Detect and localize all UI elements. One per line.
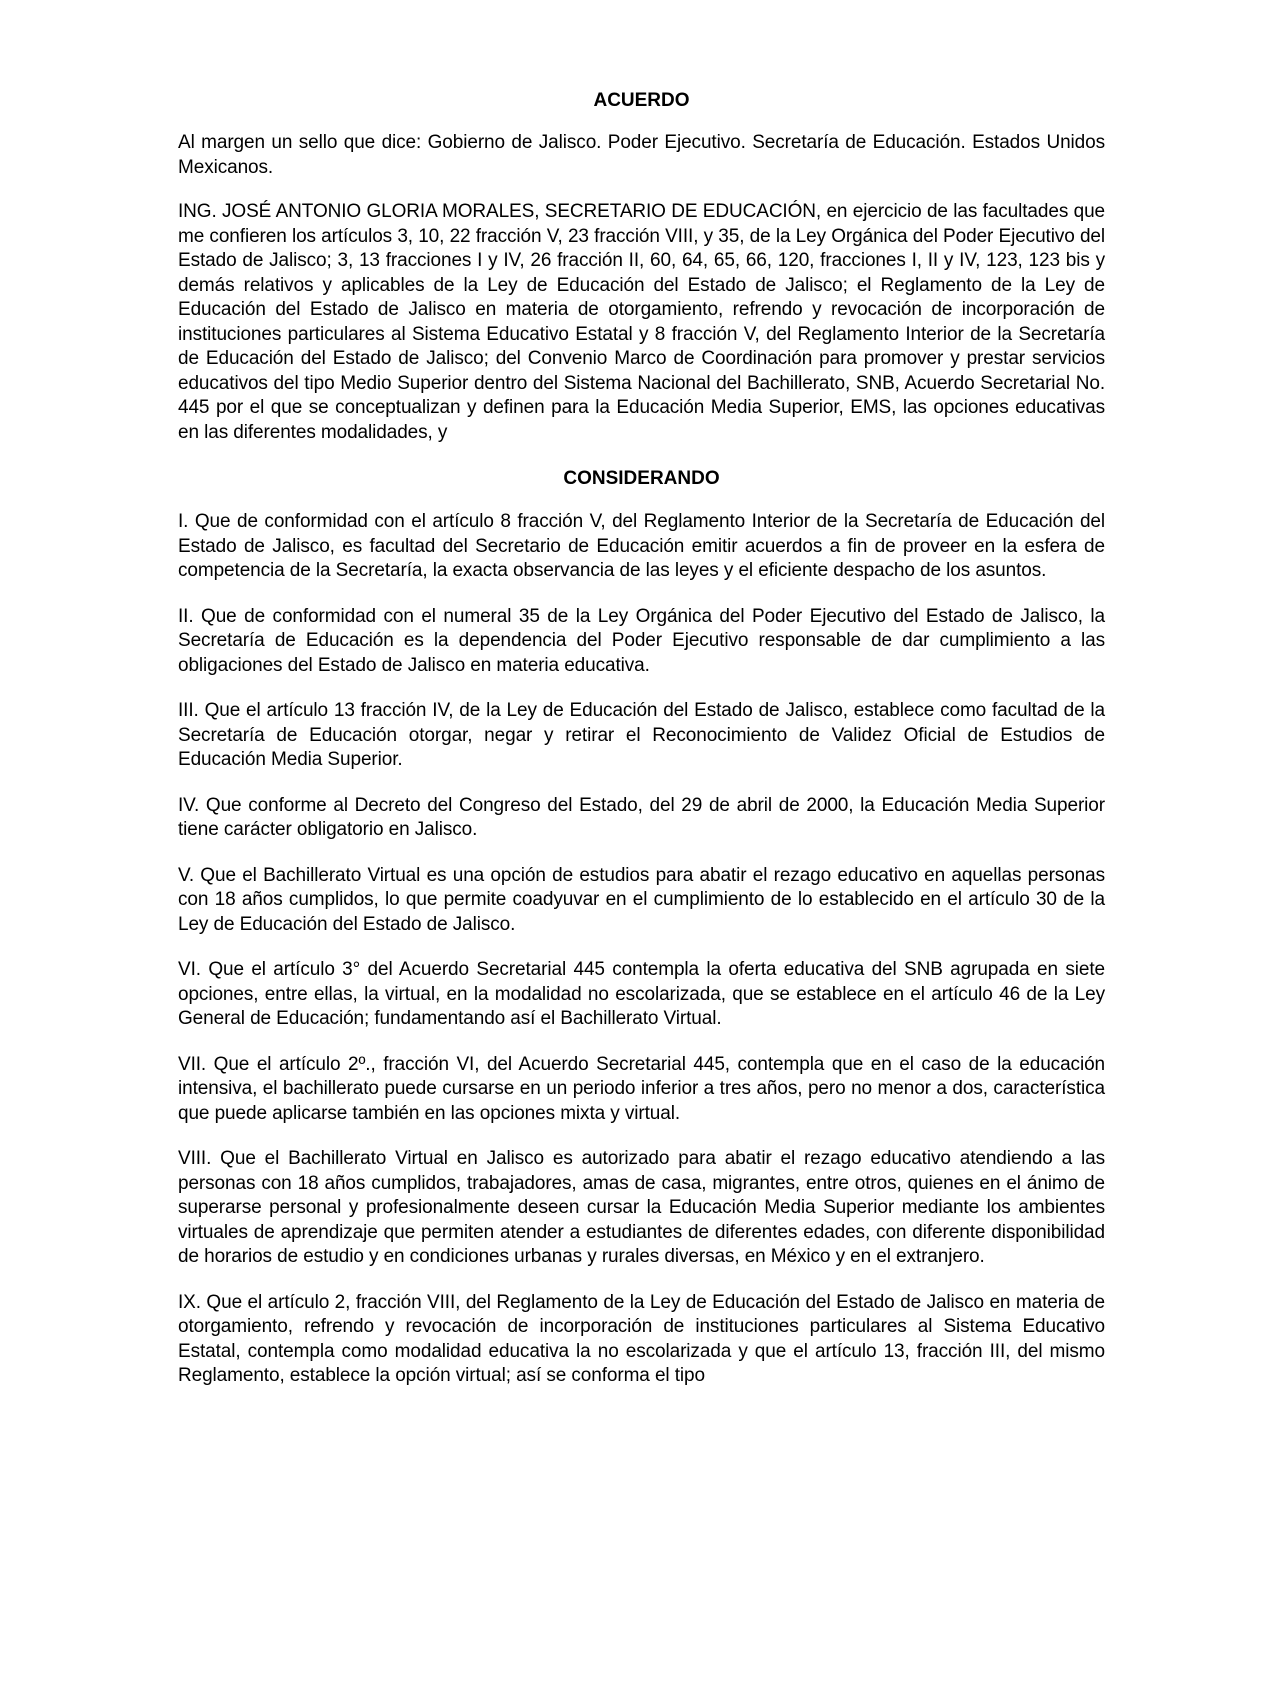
document-title: ACUERDO	[593, 90, 690, 111]
considerando-heading: CONSIDERANDO	[563, 468, 720, 489]
considerando-paragraph-5: V. Que el Bachillerato Virtual es una opción de estudios para abatir el rezago educativo en aquellas personas con 18 años cumplidos, lo que permite coadyuvar en el cumplimiento de lo establecido en el artículo 30 de la Ley de Educación del Estado de Jalisco.	[178, 864, 1105, 935]
considerando-paragraph-6: VI. Que el artículo 3° del Acuerdo Secretarial 445 contempla la oferta educativa del SNB agrupada en siete opciones, entre ellas, la virtual, en la modalidad no escolarizada, que se establece en el artículo 46 de la Ley General de Educación; fundamentando así el Bachillerato Virtual.	[178, 959, 1105, 1029]
considerando-paragraph-4: IV. Que conforme al Decreto del Congreso del Estado, del 29 de abril de 2000, la Educación Media Superior tiene carácter obligatorio en Jalisco.	[178, 794, 1105, 840]
considerando-paragraph-8: VIII. Que el Bachillerato Virtual en Jalisco es autorizado para abatir el rezago educativo atendiendo a las personas con 18 años cumplidos, trabajadores, amas de casa, migrantes, entre otros, quienes en el ánimo de superarse personal y profesionalmente deseen cursar la Educación Media Superior mediante los ambientes virtuales de aprendizaje que permiten atender a estudiantes de diferentes edades, con diferente disponibilidad de horarios de estudio y en condiciones urbanas y rurales diversas, en México y en el extranjero.	[178, 1148, 1105, 1267]
document-page	[178, 88, 1105, 1410]
considerando-paragraph-2: II. Que de conformidad con el numeral 35 de la Ley Orgánica del Poder Ejecutivo del Estado de Jalisco, la Secretaría de Educación es la dependencia del Poder Ejecutivo responsable de dar cumplimiento a las obligaciones del Estado de Jalisco en materia educativa.	[178, 605, 1105, 676]
preamble-paragraph: ING. JOSÉ ANTONIO GLORIA MORALES, SECRETARIO DE EDUCACIÓN, en ejercicio de las facultades que me confieren los artículos 3, 10, 22 fracción V, 23 fracción VIII, y 35, de la Ley Orgánica del Poder Ejecutivo del Estado de Jalisco; 3, 13 fracciones I y IV, 26 fracción II, 60, 64, 65, 66, 120, fracciones I, II y IV, 123, 123 bis y demás relativos y aplicables de la Ley de Educación del Estado de Jalisco; el Reglamento de la Ley de Educación del Estado de Jalisco en materia de otorgamiento, refrendo y revocación de incorporación de instituciones particulares al Sistema Educativo Estatal y 8 fracción V, del Reglamento Interior de la Secretaría de Educación del Estado de Jalisco; del Convenio Marco de Coordinación para promover y prestar servicios educativos del tipo Medio Superior dentro del Sistema Nacional del Bachillerato, SNB, Acuerdo Secretarial No. 445 por el que se conceptualizan y definen para la Educación Media Superior, EMS, las opciones educativas en las diferentes modalidades, y	[178, 201, 1105, 443]
considerando-paragraph-1: I. Que de conformidad con el artículo 8 fracción V, del Reglamento Interior de la Secretaría de Educación del Estado de Jalisco, es facultad del Secretario de Educación emitir acuerdos a fin de proveer en la esfera de competencia de la Secretaría, la exacta observancia de las leyes y el eficiente despacho de los asuntos.	[178, 511, 1105, 581]
sello-paragraph: Al margen un sello que dice: Gobierno de Jalisco. Poder Ejecutivo. Secretaría de Educación. Estados Unidos Mexicanos.	[178, 132, 1105, 178]
considerando-paragraph-3: III. Que el artículo 13 fracción IV, de la Ley de Educación del Estado de Jalisco, establece como facultad de la Secretaría de Educación otorgar, negar y retirar el Reconocimiento de Validez Oficial de Estudios de Educación Media Superior.	[178, 700, 1105, 770]
considerando-paragraph-7: VII. Que el artículo 2º., fracción VI, del Acuerdo Secretarial 445, contempla que en el caso de la educación intensiva, el bachillerato puede cursarse en un periodo inferior a tres años, pero no menor a dos, característica que puede aplicarse también en las opciones mixta y virtual.	[178, 1053, 1105, 1124]
considerando-paragraph-9: IX. Que el artículo 2, fracción VIII, del Reglamento de la Ley de Educación del Estado de Jalisco en materia de otorgamiento, refrendo y revocación de incorporación de instituciones particulares al Sistema Educativo Estatal, contempla como modalidad educativa la no escolarizada y que el artículo 13, fracción III, del mismo Reglamento, establece la opción virtual; así se conforma el tipo	[178, 1291, 1105, 1386]
